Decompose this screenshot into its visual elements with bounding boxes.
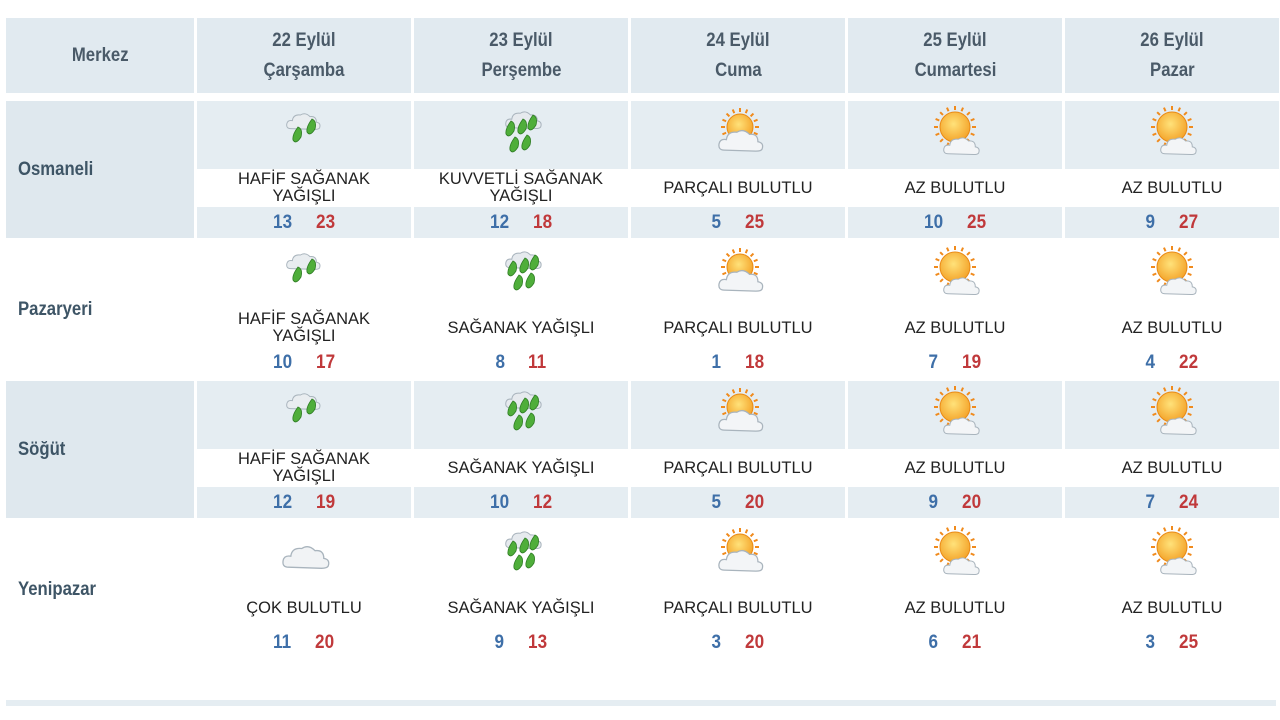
temperature-range xyxy=(1065,627,1279,658)
forecast-cell xyxy=(197,101,411,238)
forecast-cell xyxy=(414,521,628,658)
header-day-1 xyxy=(197,18,411,93)
min-temp: 9 xyxy=(928,491,939,513)
condition-text: AZ BULUTLU xyxy=(1065,449,1279,487)
partly-cloudy-icon xyxy=(631,521,845,589)
city-cell xyxy=(6,381,194,518)
cloudy-icon xyxy=(197,521,411,589)
mostly-sunny-icon xyxy=(1065,381,1279,449)
min-temp: 1 xyxy=(711,351,722,373)
day-date: 23 Eylül xyxy=(489,29,553,51)
temperature-range xyxy=(848,487,1062,518)
forecast-cell xyxy=(197,521,411,658)
temperature-range xyxy=(631,207,845,238)
condition-text: PARÇALI BULUTLU xyxy=(631,169,845,207)
condition-text: AZ BULUTLU xyxy=(848,449,1062,487)
header-day-2 xyxy=(414,18,628,93)
condition-text: AZ BULUTLU xyxy=(848,169,1062,207)
max-temp: 24 xyxy=(1178,491,1198,513)
condition-text: HAFİF SAĞANAK YAĞIŞLI xyxy=(197,169,411,207)
forecast-cell xyxy=(1065,101,1279,238)
max-temp: 25 xyxy=(744,211,764,233)
forecast-cell xyxy=(414,101,628,238)
mostly-sunny-icon xyxy=(1065,241,1279,309)
light-shower-icon xyxy=(197,241,411,309)
header-day-3 xyxy=(631,18,845,93)
shower-icon xyxy=(414,521,628,589)
temperature-range xyxy=(631,347,845,378)
condition-text: AZ BULUTLU xyxy=(1065,589,1279,627)
shower-icon xyxy=(414,241,628,309)
max-temp: 18 xyxy=(744,351,764,373)
temperature-range xyxy=(197,627,411,658)
condition-text: AZ BULUTLU xyxy=(1065,169,1279,207)
forecast-cell xyxy=(414,241,628,378)
min-temp: 10 xyxy=(272,351,292,373)
condition-text: AZ BULUTLU xyxy=(848,589,1062,627)
min-temp: 9 xyxy=(1145,211,1156,233)
min-temp: 4 xyxy=(1145,351,1156,373)
temperature-range xyxy=(197,207,411,238)
forecast-cell xyxy=(848,101,1062,238)
min-temp: 7 xyxy=(928,351,939,373)
day-date: 22 Eylül xyxy=(272,29,336,51)
light-shower-icon xyxy=(197,101,411,169)
header-merkez xyxy=(6,18,194,93)
forecast-cell xyxy=(848,241,1062,378)
mostly-sunny-icon xyxy=(1065,101,1279,169)
min-temp: 7 xyxy=(1145,491,1156,513)
condition-text: PARÇALI BULUTLU xyxy=(631,589,845,627)
temperature-range xyxy=(197,347,411,378)
day-date: 26 Eylül xyxy=(1140,29,1204,51)
min-temp: 5 xyxy=(711,491,722,513)
temperature-range xyxy=(414,487,628,518)
max-temp: 11 xyxy=(528,351,547,373)
forecast-cell xyxy=(197,241,411,378)
max-temp: 17 xyxy=(316,351,336,373)
condition-text: PARÇALI BULUTLU xyxy=(631,449,845,487)
max-temp: 18 xyxy=(533,211,553,233)
max-temp: 20 xyxy=(961,491,981,513)
min-temp: 3 xyxy=(711,631,722,653)
partly-cloudy-icon xyxy=(631,101,845,169)
forecast-cell xyxy=(631,241,845,378)
mostly-sunny-icon xyxy=(848,381,1062,449)
max-temp: 20 xyxy=(315,631,335,653)
max-temp: 20 xyxy=(744,631,764,653)
max-temp: 27 xyxy=(1178,211,1198,233)
max-temp: 20 xyxy=(744,491,764,513)
temperature-range xyxy=(1065,487,1279,518)
forecast-cell xyxy=(1065,381,1279,518)
min-temp: 11 xyxy=(273,631,292,653)
condition-text: KUVVETLİ SAĞANAK YAĞIŞLI xyxy=(414,169,628,207)
temperature-range xyxy=(1065,347,1279,378)
forecast-cell xyxy=(1065,521,1279,658)
min-temp: 12 xyxy=(489,211,509,233)
mostly-sunny-icon xyxy=(848,521,1062,589)
next-row-cutoff xyxy=(6,686,1276,720)
city-cell xyxy=(6,241,194,378)
forecast-cell xyxy=(631,521,845,658)
header-day-5 xyxy=(1065,18,1279,93)
temperature-range xyxy=(631,487,845,518)
max-temp: 25 xyxy=(967,211,987,233)
forecast-cell xyxy=(631,381,845,518)
forecast-cell xyxy=(414,381,628,518)
merkez-label: Merkez xyxy=(71,44,129,66)
min-temp: 13 xyxy=(272,211,292,233)
forecast-cell xyxy=(848,521,1062,658)
mostly-sunny-icon xyxy=(848,101,1062,169)
city-name: Pazaryeri xyxy=(18,298,93,320)
condition-text: AZ BULUTLU xyxy=(1065,309,1279,347)
temperature-range xyxy=(1065,207,1279,238)
max-temp: 19 xyxy=(316,491,336,513)
forecast-cell xyxy=(197,381,411,518)
condition-text: SAĞANAK YAĞIŞLI xyxy=(414,449,628,487)
min-temp: 5 xyxy=(711,211,722,233)
max-temp: 23 xyxy=(316,211,336,233)
mostly-sunny-icon xyxy=(1065,521,1279,589)
condition-text: HAFİF SAĞANAK YAĞIŞLI xyxy=(197,309,411,347)
max-temp: 19 xyxy=(961,351,981,373)
max-temp: 13 xyxy=(527,631,547,653)
shower-icon xyxy=(414,381,628,449)
temperature-range xyxy=(197,487,411,518)
temperature-range xyxy=(414,347,628,378)
day-weekday: Cuma xyxy=(714,59,762,81)
day-weekday: Cumartesi xyxy=(914,59,996,81)
city-cell xyxy=(6,101,194,238)
temperature-range xyxy=(414,207,628,238)
day-date: 24 Eylül xyxy=(706,29,770,51)
min-temp: 10 xyxy=(489,491,509,513)
city-name: Yenipazar xyxy=(18,578,97,600)
city-name: Osmaneli xyxy=(18,158,94,180)
temperature-range xyxy=(631,627,845,658)
condition-text: AZ BULUTLU xyxy=(848,309,1062,347)
condition-text: PARÇALI BULUTLU xyxy=(631,309,845,347)
day-weekday: Çarşamba xyxy=(263,59,345,81)
partly-cloudy-icon xyxy=(631,381,845,449)
min-temp: 10 xyxy=(923,211,943,233)
min-temp: 3 xyxy=(1145,631,1156,653)
max-temp: 12 xyxy=(533,491,553,513)
light-shower-icon xyxy=(197,381,411,449)
city-cell xyxy=(6,521,194,658)
forecast-cell xyxy=(848,381,1062,518)
condition-text: ÇOK BULUTLU xyxy=(197,589,411,627)
day-weekday: Perşembe xyxy=(481,59,561,81)
day-weekday: Pazar xyxy=(1149,59,1195,81)
min-temp: 8 xyxy=(495,351,505,373)
forecast-table xyxy=(6,18,1276,661)
max-temp: 22 xyxy=(1178,351,1198,373)
temperature-range xyxy=(848,347,1062,378)
max-temp: 25 xyxy=(1178,631,1198,653)
min-temp: 6 xyxy=(928,631,939,653)
temperature-range xyxy=(414,627,628,658)
condition-text: HAFİF SAĞANAK YAĞIŞLI xyxy=(197,449,411,487)
condition-text: SAĞANAK YAĞIŞLI xyxy=(414,309,628,347)
header-day-4 xyxy=(848,18,1062,93)
condition-text: SAĞANAK YAĞIŞLI xyxy=(414,589,628,627)
forecast-cell xyxy=(631,101,845,238)
temperature-range xyxy=(848,627,1062,658)
temperature-range xyxy=(848,207,1062,238)
partly-cloudy-icon xyxy=(631,241,845,309)
max-temp: 21 xyxy=(961,631,981,653)
forecast-cell xyxy=(1065,241,1279,378)
heavy-shower-icon xyxy=(414,101,628,169)
min-temp: 12 xyxy=(272,491,292,513)
day-date: 25 Eylül xyxy=(923,29,987,51)
mostly-sunny-icon xyxy=(848,241,1062,309)
min-temp: 9 xyxy=(494,631,505,653)
city-name: Söğüt xyxy=(18,438,66,460)
